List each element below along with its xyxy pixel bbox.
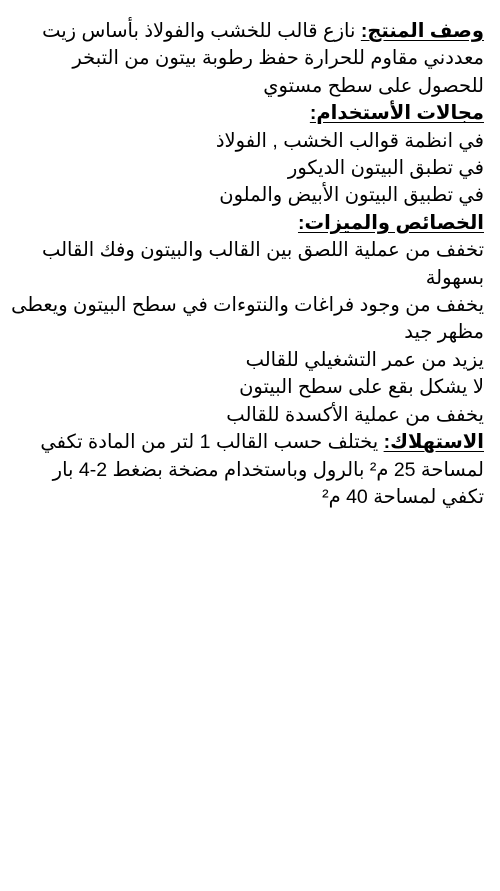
features-heading: الخصائص والميزات: [297,211,484,234]
usage-areas-heading: مجالات الأستخدام: [309,102,484,125]
product-description-section [8,18,484,100]
features-section [8,210,484,429]
feature-item: يخفف من عملية الأكسدة للقالب [226,403,484,426]
usage-area-item: في تطبيق البيتون الأبيض والملون [219,184,484,207]
usage-areas-section [8,100,484,210]
feature-item: تخفف من عملية اللصق بين القالب والبيتون وفك القالب بسهولة [41,239,484,289]
usage-area-item: في انظمة قوالب الخشب , الفولاذ [215,129,484,152]
consumption-heading: الاستهلاك: [383,431,484,454]
document-body [8,18,484,511]
product-description-heading: وصف المنتج: [360,20,484,42]
product-description-text: نازع قالب للخشب والفولاذ بأساس زيت معددني مقاوم للحرارة حفظ رطوبة بيتون من التبخر للحصول على سطح مستوي [42,20,484,97]
feature-item: يزيد من عمر التشغيلي للقالب [245,348,484,371]
usage-area-item: في تطبق البيتون الديكور [287,157,484,180]
consumption-section [8,429,484,511]
feature-item: لا يشكل بقع على سطح البيتون [239,376,484,399]
feature-item: يخفف من وجود فراغات والنتوءات في سطح البيتون ويعطى مظهر جيد [11,294,484,344]
consumption-text: يختلف حسب القالب 1 لتر من المادة تكفي لمساحة 25 م² بالرول وباستخدام مضخة بضغط 2-4 بار تكفي لمساحة 40 م² [40,431,484,508]
